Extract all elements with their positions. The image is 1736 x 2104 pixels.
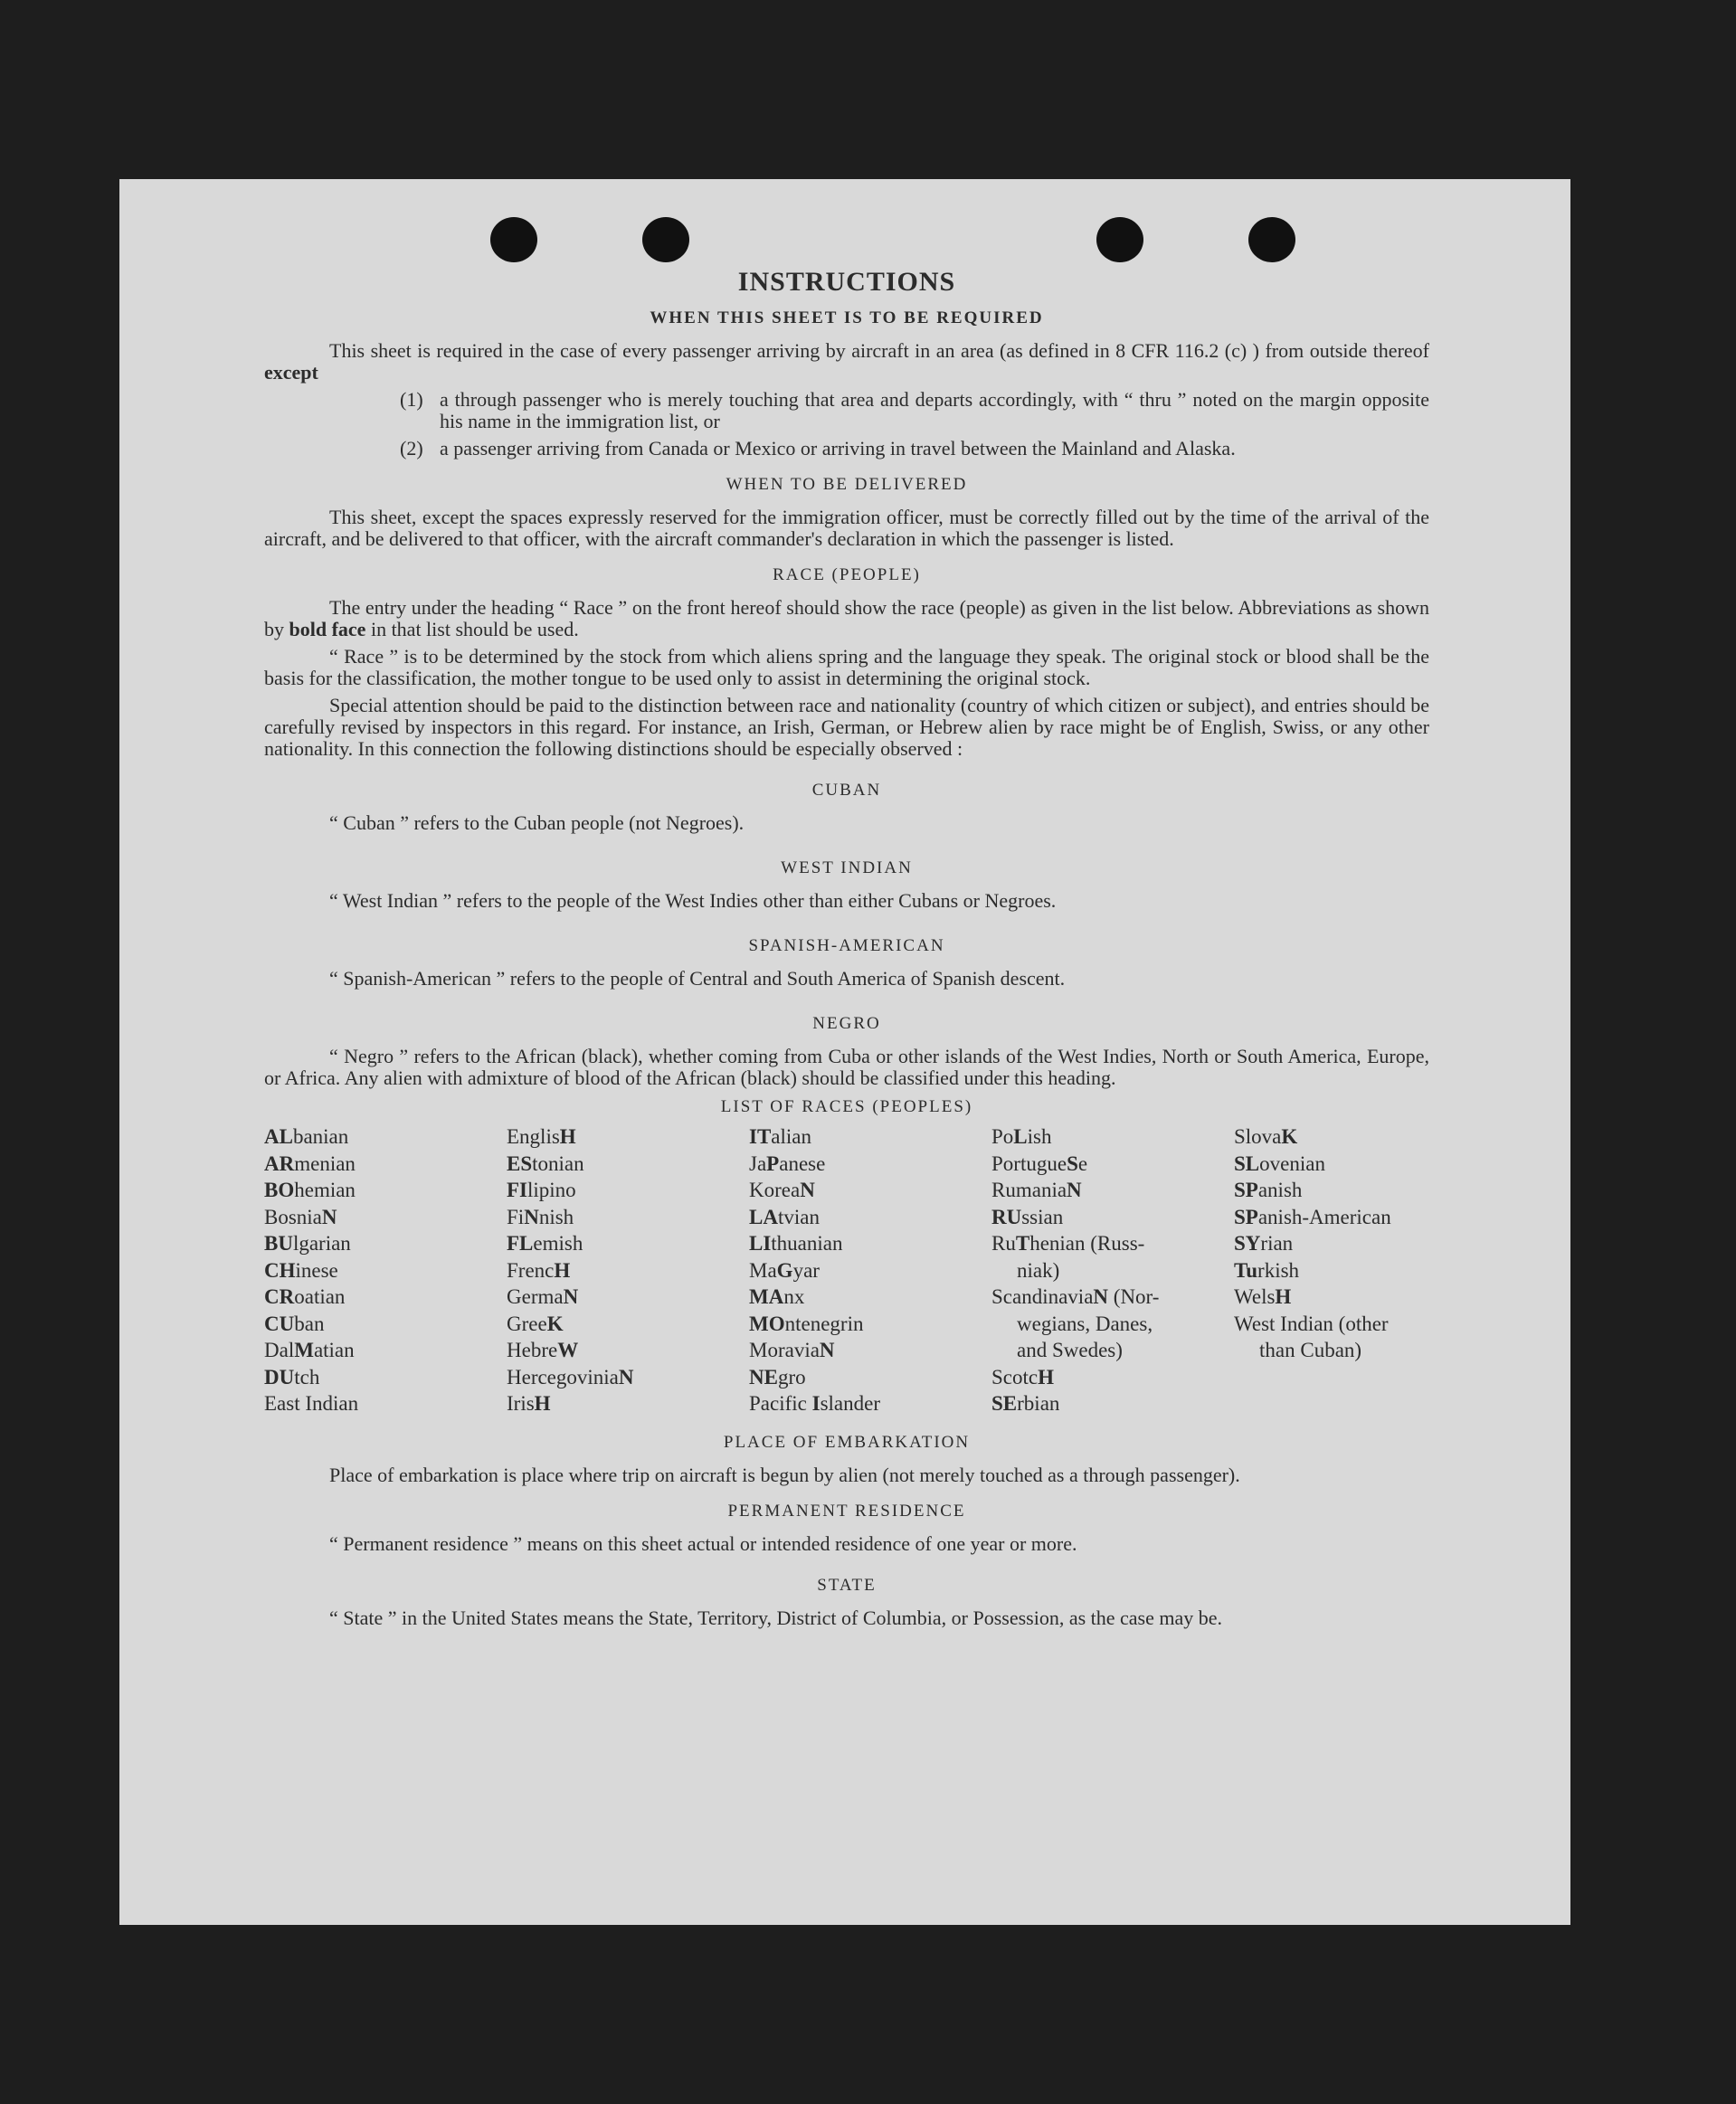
race-item: GermaN xyxy=(507,1285,579,1308)
race-item: Turkish xyxy=(1234,1258,1300,1282)
race-item: DUtch xyxy=(264,1365,320,1388)
race-item: FIlipino xyxy=(507,1179,576,1201)
section-heading-required: WHEN THIS SHEET IS TO BE REQUIRED xyxy=(650,308,1044,327)
race-paragraph-2: “ Race ” is to be determined by the stock from which aliens spring and the language they speak. The original stock or blood shall be the basis for the classification, the mother tongue to be used only to assist in determining the original stock. xyxy=(264,645,1429,689)
section-heading-negro: NEGRO xyxy=(812,1014,881,1033)
races-column xyxy=(749,1123,991,1417)
race-paragraph-1: The entry under the heading “ Race ” on the front hereof should show the race (people) as given in the list below. Abbreviations as shown by bold face in that list should be used. xyxy=(264,596,1429,640)
section-heading-west-indian: WEST INDIAN xyxy=(781,858,913,877)
delivered-text: This sheet, except the spaces expressly reserved for the immigration officer, must be correctly filled out by the time of the arrival of the aircraft, and be delivered to that officer, with the aircraft commander's declaration in which the passenger is listed. xyxy=(264,506,1429,550)
embarkation-text: Place of embarkation is place where trip on aircraft is begun by alien (not merely touched as a through passenger). xyxy=(329,1463,1240,1486)
document-body xyxy=(264,267,1429,1629)
punch-hole xyxy=(490,217,537,262)
race-item: CHinese xyxy=(264,1258,338,1282)
race-item: ALbanian xyxy=(264,1125,349,1148)
required-item-2: (2) a passenger arriving from Canada or Mexico or arriving in travel between the Mainland and Alaska. xyxy=(400,437,1236,460)
race-item: CRoatian xyxy=(264,1285,346,1308)
race-item: EStonian xyxy=(507,1152,584,1175)
cuban-text: “ Cuban ” refers to the Cuban people (not Negroes). xyxy=(329,811,745,834)
race-item: West Indian (other xyxy=(1234,1312,1389,1335)
required-item-1: (1) a through passenger who is merely touching that area and departs accordingly, with “ thru ” noted on the margin opposite his name in the immigration list, or xyxy=(400,388,1429,432)
section-heading-list-of-races: LIST OF RACES (PEOPLES) xyxy=(720,1097,973,1116)
document-sheet xyxy=(119,179,1570,1925)
race-item: than Cuban) xyxy=(1259,1339,1362,1361)
race-item: ARmenian xyxy=(264,1152,356,1175)
race-item: FLemish xyxy=(507,1232,583,1255)
race-item: SYrian xyxy=(1234,1232,1294,1255)
race-item: BOhemian xyxy=(264,1179,356,1201)
race-item: ScotcH xyxy=(991,1365,1054,1388)
race-item: JaPanese xyxy=(749,1152,826,1175)
race-item: LAtvian xyxy=(749,1205,820,1228)
race-item: ScandinaviaN (Nor- xyxy=(991,1285,1160,1308)
race-item: SLovenian xyxy=(1234,1152,1325,1175)
race-item: MOntenegrin xyxy=(749,1312,864,1335)
race-item: RumaniaN xyxy=(991,1179,1082,1201)
race-item: wegians, Danes, xyxy=(1017,1312,1153,1335)
races-column xyxy=(991,1123,1234,1417)
race-item: HebreW xyxy=(507,1339,579,1361)
races-column xyxy=(1234,1123,1429,1417)
race-item: SlovaK xyxy=(1234,1125,1298,1148)
race-item: RUssian xyxy=(991,1205,1064,1228)
section-heading-residence: PERMANENT RESIDENCE xyxy=(727,1501,966,1521)
race-item: NEgro xyxy=(749,1365,806,1388)
punch-hole xyxy=(642,217,689,262)
race-item: GreeK xyxy=(507,1312,564,1335)
race-item: MaGyar xyxy=(749,1258,820,1282)
races-column xyxy=(507,1123,749,1417)
race-item: LIthuanian xyxy=(749,1232,843,1255)
race-item: MAnx xyxy=(749,1285,805,1308)
race-item: BUlgarian xyxy=(264,1232,351,1255)
race-item: PoLish xyxy=(991,1125,1052,1148)
race-item: niak) xyxy=(1017,1258,1060,1282)
race-item: MoraviaN xyxy=(749,1339,835,1361)
races-list xyxy=(264,1123,1429,1417)
race-item: FiNnish xyxy=(507,1205,574,1228)
section-heading-state: STATE xyxy=(817,1575,877,1595)
races-column xyxy=(264,1123,507,1417)
race-item: BosniaN xyxy=(264,1205,337,1228)
punch-hole xyxy=(1248,217,1295,262)
residence-text: “ Permanent residence ” means on this sheet actual or intended residence of one year or more. xyxy=(329,1531,1077,1555)
section-heading-race: RACE (PEOPLE) xyxy=(773,565,921,584)
race-item: WelsH xyxy=(1234,1285,1292,1308)
section-heading-delivered: WHEN TO BE DELIVERED xyxy=(726,475,968,494)
race-item: Pacific Islander xyxy=(749,1392,880,1415)
race-item: HercegoviniaN xyxy=(507,1365,634,1388)
negro-text: “ Negro ” refers to the African (black), whether coming from Cuba or other islands of the West Indies, North or South America, Europe, or Africa. Any alien with admixture of blood of the African (black) should be classified under this heading. xyxy=(264,1045,1429,1089)
section-heading-cuban: CUBAN xyxy=(811,781,882,800)
race-item: SPanish-American xyxy=(1234,1205,1391,1228)
race-item: FrencH xyxy=(507,1258,571,1282)
section-heading-spanish-american: SPANISH-AMERICAN xyxy=(748,936,945,955)
race-item: and Swedes) xyxy=(1017,1339,1123,1361)
required-intro: This sheet is required in the case of every passenger arriving by aircraft in an area (as defined in 8 CFR 116.2 (c) ) from outside thereof except xyxy=(264,339,1429,384)
race-paragraph-3: Special attention should be paid to the distinction between race and nationality (country of which citizen or subject), and entries should be carefully revised by inspectors in this regard. For instance, an Irish, German, or Hebrew alien by race might be of English, Swiss, or any other nationality. In this connection the following distinctions should be especially observed : xyxy=(264,694,1429,760)
punch-hole xyxy=(1096,217,1143,262)
race-item: EnglisH xyxy=(507,1125,576,1148)
race-item: SErbian xyxy=(991,1392,1060,1415)
race-item: KoreaN xyxy=(749,1179,815,1201)
race-item: RuThenian (Russ- xyxy=(991,1232,1145,1255)
race-item: East Indian xyxy=(264,1392,359,1415)
race-item: DalMatian xyxy=(264,1339,355,1361)
race-item: PortugueSe xyxy=(991,1152,1088,1175)
page-title: INSTRUCTIONS xyxy=(737,267,956,297)
race-item: CUban xyxy=(264,1312,325,1335)
race-item: ITalian xyxy=(749,1125,811,1148)
west-indian-text: “ West Indian ” refers to the people of the West Indies other than either Cubans or Negroes. xyxy=(329,889,1057,912)
race-item: IrisH xyxy=(507,1392,551,1415)
spanish-american-text: “ Spanish-American ” refers to the people of Central and South America of Spanish descent. xyxy=(329,967,1066,990)
section-heading-embarkation: PLACE OF EMBARKATION xyxy=(723,1432,971,1452)
state-text: “ State ” in the United States means the State, Territory, District of Columbia, or Possession, as the case may be. xyxy=(329,1606,1223,1629)
race-item: SPanish xyxy=(1234,1179,1303,1201)
